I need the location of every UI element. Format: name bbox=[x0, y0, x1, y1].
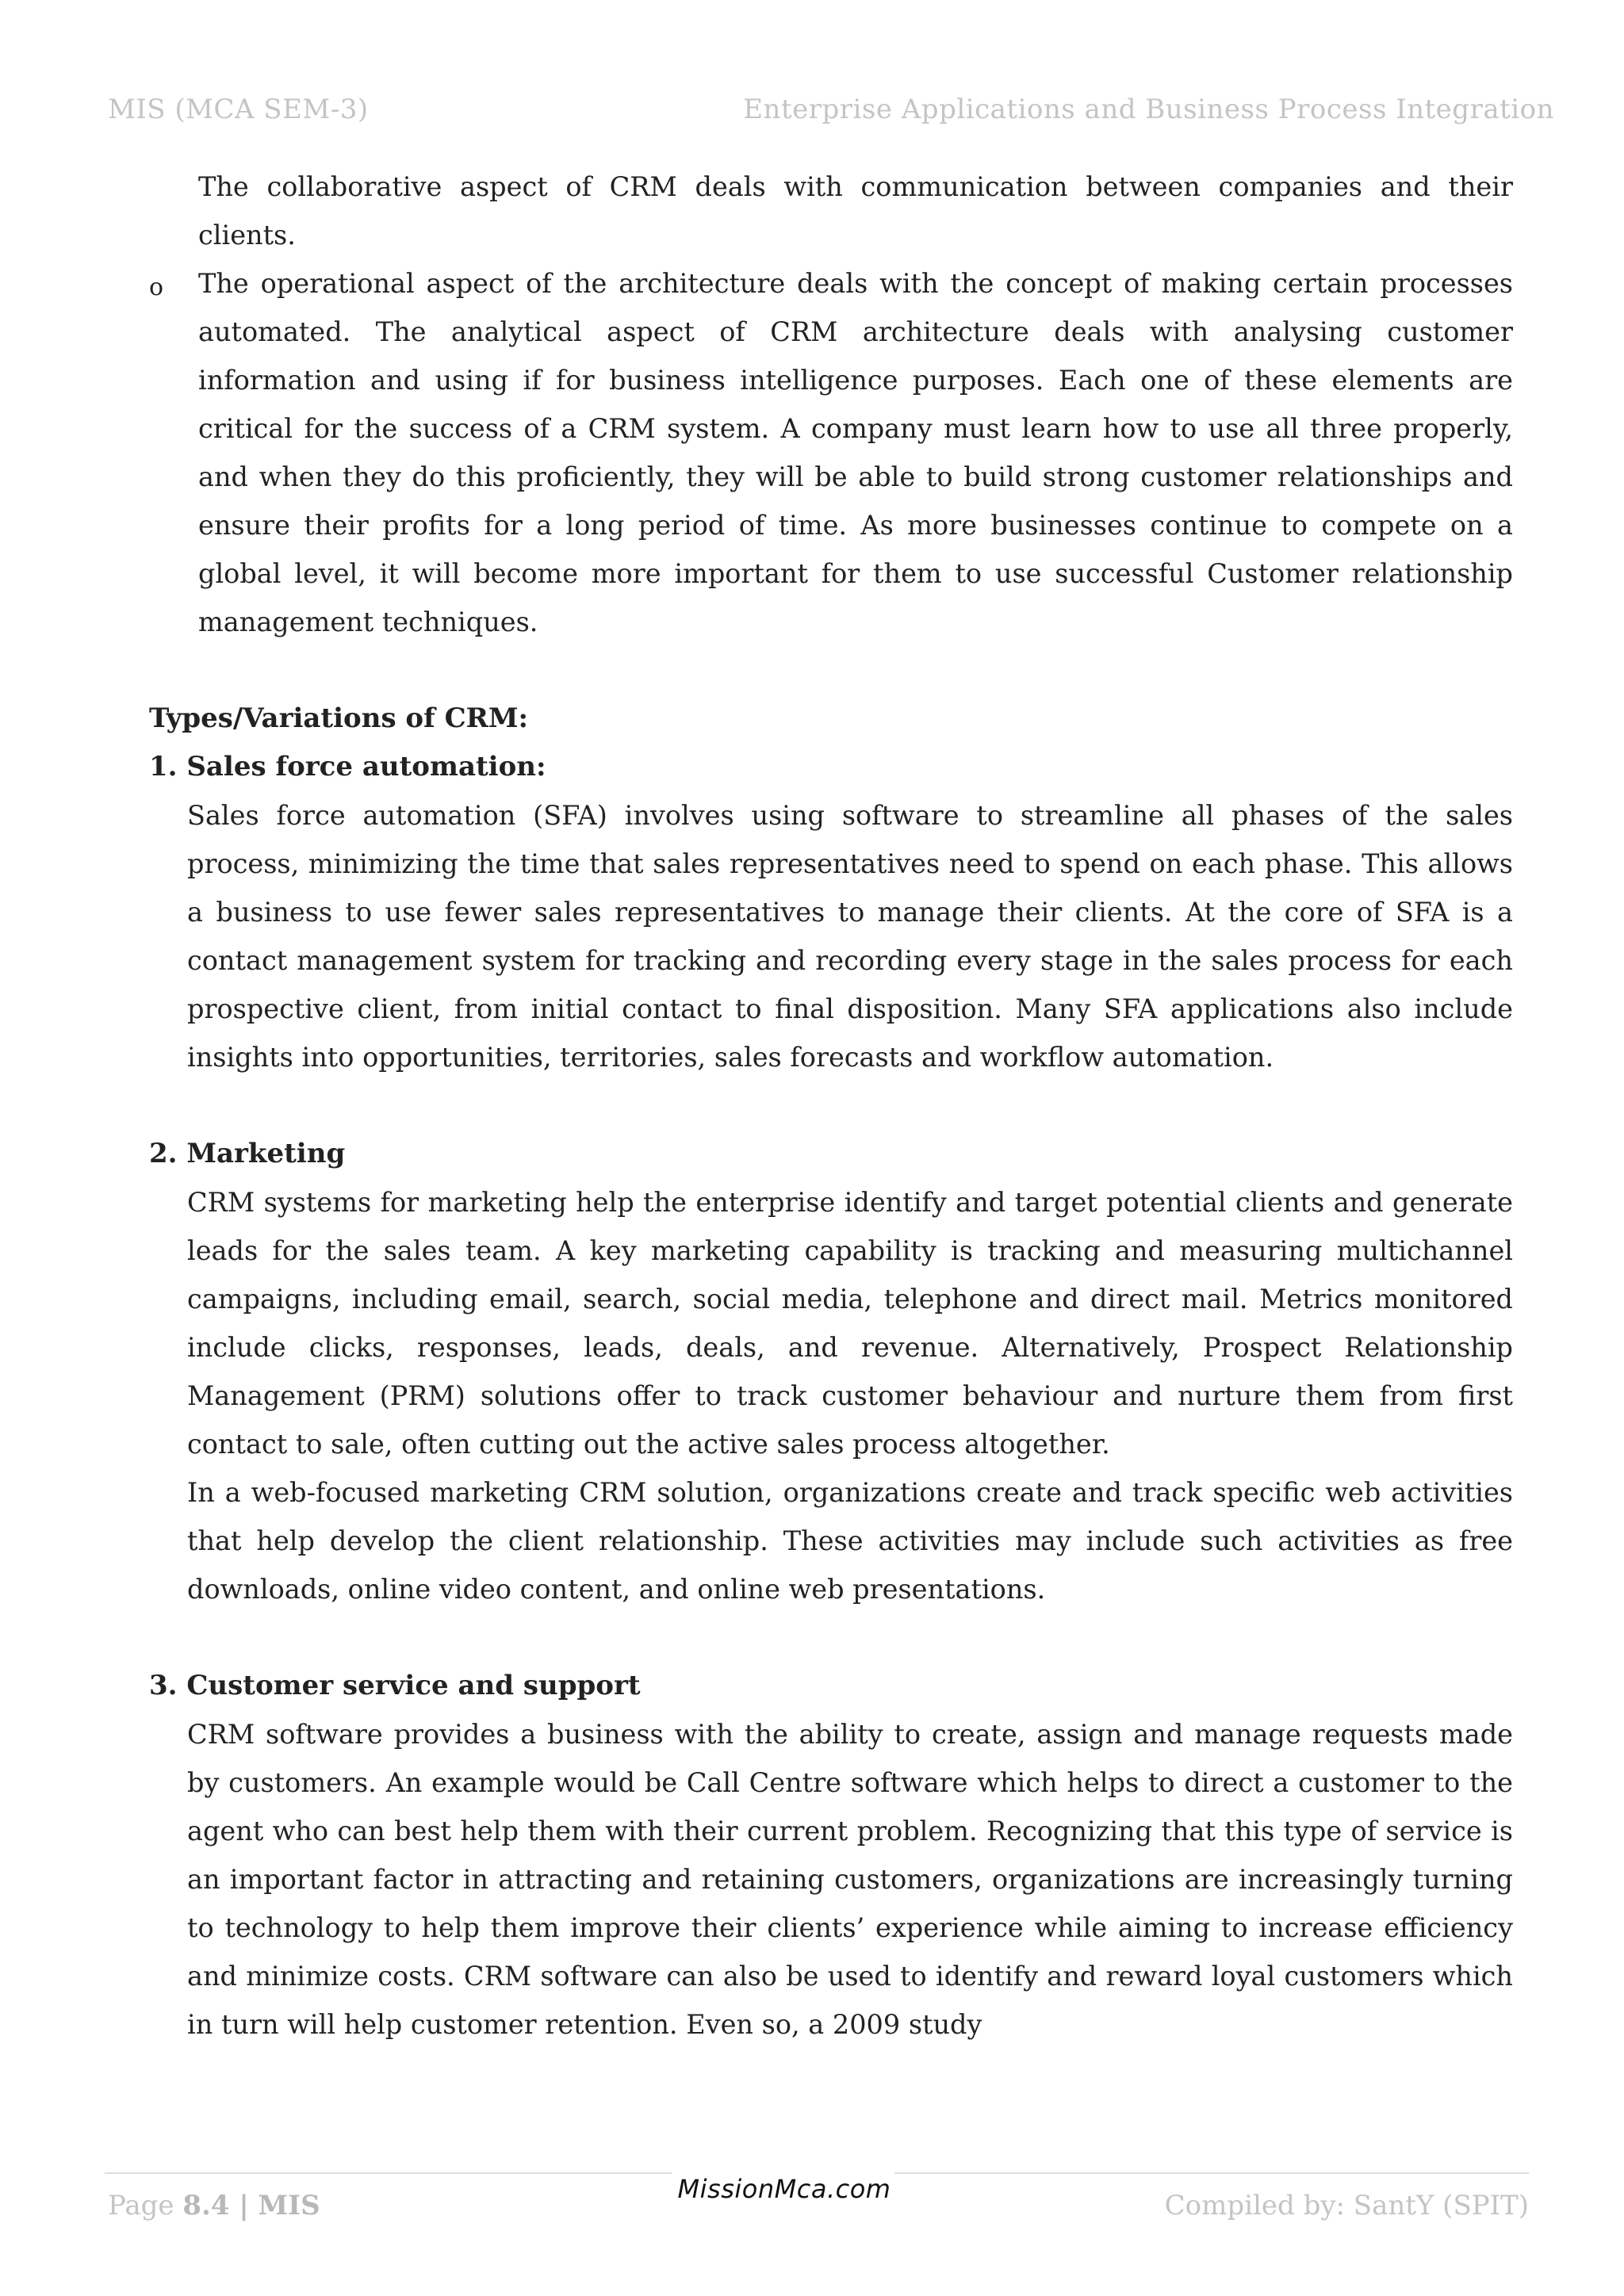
footer-logo: MissionMca.com bbox=[677, 2174, 891, 2204]
footer-compiled-by: Compiled by: SantY (SPIT) bbox=[1164, 2190, 1529, 2221]
footer-page-info bbox=[108, 2190, 320, 2221]
footer-page-number: 8.4 bbox=[182, 2190, 230, 2221]
types-heading: Types/Variations of CRM: bbox=[149, 702, 529, 734]
customer-service-paragraph: CRM software provides a business with the ability to create, assign and manage requests made by customers. An example would be Call Centre software which helps to direct a customer to the agent who can best help them with their current problem. Recognizing that this type of service is an important factor in attracting and retaining customers, organizations are increasingly turning to technology to help them improve their clients’ experience while aiming to increase efficiency and minimize costs. CRM software can also be used to identify and reward loyal customers which in turn will help customer retention. Even so, a 2009 study bbox=[187, 1719, 1513, 2040]
section-heading-sales-force-automation: 1. Sales force automation: bbox=[149, 751, 546, 783]
footer-page-label: Page bbox=[108, 2190, 183, 2221]
header-chapter-title: Enterprise Applications and Business Process Integration bbox=[743, 94, 1554, 125]
bullet-marker: o bbox=[149, 274, 164, 301]
header-course: MIS (MCA SEM-3) bbox=[108, 94, 369, 125]
section-heading-marketing: 2. Marketing bbox=[149, 1138, 346, 1169]
footer-divider-right bbox=[894, 2172, 1529, 2174]
footer-divider-left bbox=[105, 2172, 672, 2174]
footer-page-subject: | MIS bbox=[229, 2190, 320, 2221]
intro-collaborative-paragraph: The collaborative aspect of CRM deals with communication between companies and their clients. bbox=[198, 171, 1513, 251]
marketing-paragraph-2: In a web-focused marketing CRM solution, organizations create and track specific web activities that help develop the client relationship. These activities may include such activities as free downloads, online video content, and online web presentations. bbox=[187, 1477, 1513, 1605]
section-heading-customer-service: 3. Customer service and support bbox=[149, 1670, 641, 1701]
intro-operational-paragraph: The operational aspect of the architecture deals with the concept of making certain processes automated. The analytical aspect of CRM architecture deals with analysing customer information and using if for business intelligence purposes. Each one of these elements are critical for the success of a CRM system. A company must learn how to use all three properly, and when they do this proficiently, they will be able to build strong customer relationships and ensure their profits for a long period of time. As more businesses continue to compete on a global level, it will become more important for them to use successful Customer relationship management techniques. bbox=[198, 268, 1513, 637]
sfa-paragraph: Sales force automation (SFA) involves using software to streamline all phases of the sales process, minimizing the time that sales representatives need to spend on each phase. This allows a business to use fewer sales representatives to manage their clients. At the core of SFA is a contact management system for tracking and recording every stage in the sales process for each prospective client, from initial contact to final disposition. Many SFA applications also include insights into opportunities, territories, sales forecasts and workflow automation. bbox=[187, 800, 1513, 1073]
marketing-paragraph-1: CRM systems for marketing help the enterprise identify and target potential clients and generate leads for the sales team. A key marketing capability is tracking and measuring multichannel campaigns, including email, search, social media, telephone and direct mail. Metrics monitored include clicks, responses, leads, deals, and revenue. Alternatively, Prospect Relationship Management (PRM) solutions offer to track customer behaviour and nurture them from first contact to sale, often cutting out the active sales process altogether. bbox=[187, 1187, 1513, 1460]
